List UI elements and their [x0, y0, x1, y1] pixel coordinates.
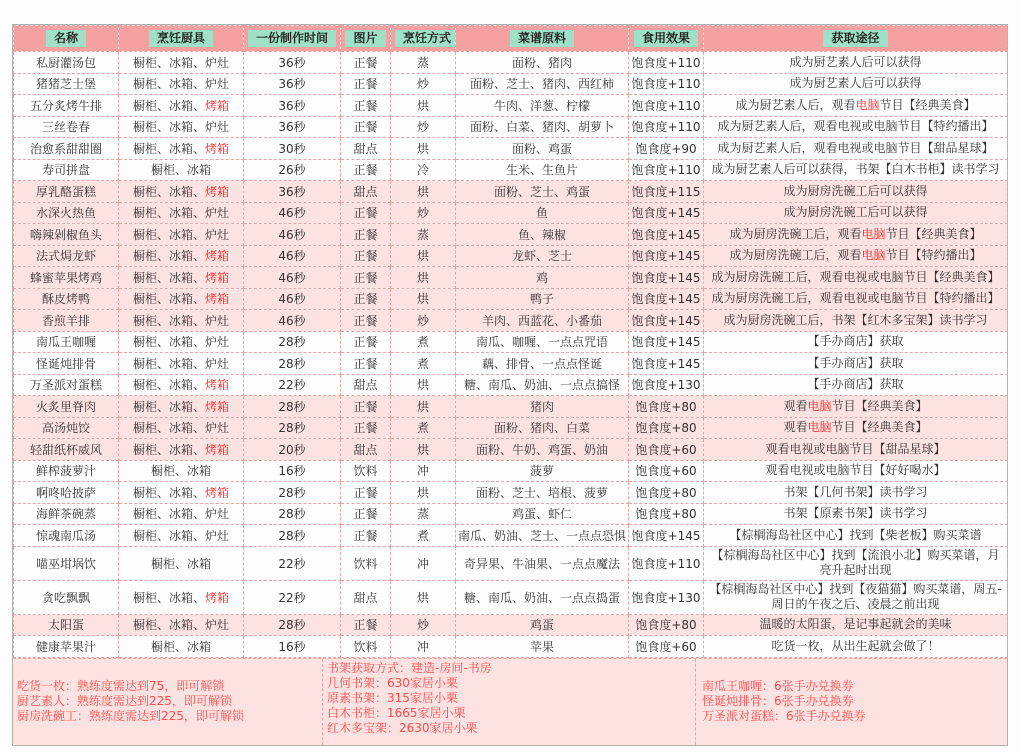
- cook-time-cell: 36秒: [244, 95, 341, 117]
- ingredients-cell: 牛肉、洋葱、柠檬: [456, 95, 629, 117]
- source-cell: 成为厨房洗碗工后，观看电脑节目【经典美食】: [704, 224, 1008, 246]
- cookware-cell: 橱柜、冰箱、烤箱: [119, 181, 244, 203]
- recipe-body: [14, 52, 1008, 658]
- computer-highlight: 电脑: [855, 97, 880, 112]
- cook-time-cell: 46秒: [244, 245, 341, 267]
- ingredients-cell: 鸡蛋: [456, 614, 629, 636]
- cook-time-cell: 26秒: [244, 159, 341, 181]
- header-effect: 食用效果: [629, 26, 704, 52]
- header-name: 名称: [14, 26, 119, 52]
- computer-highlight: 电脑: [807, 398, 832, 413]
- recipe-table: [13, 25, 1008, 658]
- source-cell: 观看电脑节目【经典美食】: [704, 396, 1008, 418]
- dish-type-cell: 甜点: [341, 580, 391, 614]
- source-cell: 【棕榈海岛社区中心】找到【夜猫猫】购买菜谱，周五-周日的午夜之后、凌晨之前出现: [704, 580, 1008, 614]
- ingredients-cell: 猪肉: [456, 396, 629, 418]
- recipe-name-cell: 猪猪芝士堡: [14, 73, 119, 95]
- cook-method-cell: 烘: [391, 245, 456, 267]
- table-row: [14, 439, 1008, 461]
- computer-highlight: 电脑: [861, 248, 886, 263]
- coupon-note: 南瓜王咖喱：6张手办兑换券: [702, 679, 854, 693]
- source-cell: 成为厨房洗碗工后可以获得: [704, 181, 1008, 203]
- table-row: [14, 636, 1008, 658]
- recipe-name-cell: 万圣派对蛋糕: [14, 374, 119, 396]
- ingredients-cell: 鸭子: [456, 288, 629, 310]
- food-effect-cell: 饱食度+110: [629, 52, 704, 74]
- food-effect-cell: 饱食度+145: [629, 267, 704, 289]
- ingredients-cell: 面粉、牛奶、鸡蛋、奶油: [456, 439, 629, 461]
- ingredients-cell: 鱼、辣椒: [456, 224, 629, 246]
- cookware-cell: 橱柜、冰箱、烤箱: [119, 288, 244, 310]
- food-effect-cell: 饱食度+110: [629, 546, 704, 580]
- ingredients-cell: 面粉、白菜、猪肉、胡萝卜: [456, 116, 629, 138]
- cook-method-cell: 炒: [391, 116, 456, 138]
- cook-time-cell: 16秒: [244, 636, 341, 658]
- recipe-name-cell: 私厨灌汤包: [14, 52, 119, 74]
- recipe-sheet: [12, 24, 1008, 746]
- ingredients-cell: 羊肉、西蓝花、小番茄: [456, 310, 629, 332]
- food-effect-cell: 饱食度+60: [629, 636, 704, 658]
- cook-time-cell: 28秒: [244, 396, 341, 418]
- dish-type-cell: 甜点: [341, 138, 391, 160]
- table-row: [14, 245, 1008, 267]
- recipe-name-cell: 轻甜纸杯威风: [14, 439, 119, 461]
- oven-highlight: 烤箱: [205, 442, 230, 457]
- table-row: [14, 159, 1008, 181]
- table-row: [14, 503, 1008, 525]
- cook-time-cell: 28秒: [244, 503, 341, 525]
- oven-highlight: 烤箱: [205, 270, 230, 285]
- food-effect-cell: 饱食度+80: [629, 503, 704, 525]
- cook-time-cell: 28秒: [244, 614, 341, 636]
- dish-type-cell: 正餐: [341, 396, 391, 418]
- food-effect-cell: 饱食度+145: [629, 202, 704, 224]
- header-ingredients: 菜谱原料: [456, 26, 629, 52]
- cook-time-cell: 28秒: [244, 331, 341, 353]
- cook-method-cell: 炒: [391, 614, 456, 636]
- cookware-cell: 橱柜、冰箱、烤箱: [119, 396, 244, 418]
- header-source: 获取途径: [704, 26, 1008, 52]
- ingredients-cell: 藕、排骨、一点点怪诞: [456, 353, 629, 375]
- dish-type-cell: 正餐: [341, 52, 391, 74]
- cook-method-cell: 炒: [391, 310, 456, 332]
- dish-type-cell: 正餐: [341, 116, 391, 138]
- cookware-cell: 橱柜、冰箱: [119, 159, 244, 181]
- table-row: [14, 482, 1008, 504]
- cook-time-cell: 22秒: [244, 374, 341, 396]
- food-effect-cell: 饱食度+80: [629, 614, 704, 636]
- cook-method-cell: 烘: [391, 267, 456, 289]
- cook-time-cell: 36秒: [244, 116, 341, 138]
- cook-time-cell: 20秒: [244, 439, 341, 461]
- cook-time-cell: 36秒: [244, 181, 341, 203]
- food-effect-cell: 饱食度+110: [629, 95, 704, 117]
- dish-type-cell: 甜点: [341, 374, 391, 396]
- bookshelf-note: 红木多宝架：2630家居小栗: [327, 720, 478, 735]
- coupon-note: 怪诞炖排骨：6张手办兑换券: [702, 694, 854, 708]
- cookware-cell: 橱柜、冰箱、炉灶: [119, 116, 244, 138]
- food-effect-cell: 饱食度+145: [629, 525, 704, 547]
- dish-type-cell: 正餐: [341, 159, 391, 181]
- cook-method-cell: 烘: [391, 482, 456, 504]
- source-cell: 【手办商店】获取: [704, 374, 1008, 396]
- source-cell: 【棕榈海岛社区中心】找到【柴老板】购买菜谱: [704, 525, 1008, 547]
- source-cell: 成为厨艺素人后可以获得: [704, 52, 1008, 74]
- cook-method-cell: 烘: [391, 374, 456, 396]
- footer-notes: [13, 658, 1007, 745]
- cook-time-cell: 30秒: [244, 138, 341, 160]
- cookware-cell: 橱柜、冰箱、烤箱: [119, 138, 244, 160]
- ingredients-cell: 面粉、鸡蛋: [456, 138, 629, 160]
- dish-type-cell: 正餐: [341, 95, 391, 117]
- table-row: [14, 374, 1008, 396]
- table-row: [14, 288, 1008, 310]
- dish-type-cell: 正餐: [341, 331, 391, 353]
- source-cell: 成为厨房洗碗工后，书架【红木多宝架】读书学习: [704, 310, 1008, 332]
- recipe-name-cell: 蜂蜜苹果烤鸡: [14, 267, 119, 289]
- source-cell: 成为厨艺素人后，观看电脑节目【经典美食】: [704, 95, 1008, 117]
- dish-type-cell: 正餐: [341, 482, 391, 504]
- level-note: 吃货一枚：熟练度需达到75，即可解锁: [17, 679, 225, 693]
- cook-method-cell: 冲: [391, 546, 456, 580]
- cookware-cell: 橱柜、冰箱、烤箱: [119, 439, 244, 461]
- cook-method-cell: 煮: [391, 417, 456, 439]
- food-effect-cell: 饱食度+60: [629, 460, 704, 482]
- cookware-cell: 橱柜、冰箱、炉灶: [119, 202, 244, 224]
- dish-type-cell: 甜点: [341, 439, 391, 461]
- recipe-name-cell: 三丝卷春: [14, 116, 119, 138]
- dish-type-cell: 饮料: [341, 636, 391, 658]
- ingredients-cell: 南瓜、咖喱、一点点咒语: [456, 331, 629, 353]
- source-cell: 成为厨房洗碗工后，观看电视或电脑节目【特约播出】: [704, 288, 1008, 310]
- source-cell: 吃货一枚，从出生起就会做了！: [704, 636, 1008, 658]
- table-row: [14, 353, 1008, 375]
- table-row: [14, 396, 1008, 418]
- recipe-name-cell: 寿司拼盘: [14, 159, 119, 181]
- recipe-name-cell: 惊魂南瓜汤: [14, 525, 119, 547]
- oven-highlight: 烤箱: [205, 590, 230, 605]
- cook-method-cell: 烘: [391, 288, 456, 310]
- bookshelf-note: 书架获取方式：建造-房间-书房: [327, 660, 492, 675]
- dish-type-cell: 正餐: [341, 202, 391, 224]
- oven-highlight: 烤箱: [205, 292, 230, 307]
- table-row: [14, 614, 1008, 636]
- ingredients-cell: 面粉、猪肉: [456, 52, 629, 74]
- dish-type-cell: 饮料: [341, 460, 391, 482]
- header-image: 图片: [341, 26, 391, 52]
- food-effect-cell: 饱食度+130: [629, 580, 704, 614]
- table-row: [14, 95, 1008, 117]
- ingredients-cell: 生米、生鱼片: [456, 159, 629, 181]
- ingredients-cell: 面粉、猪肉、白菜: [456, 417, 629, 439]
- oven-highlight: 烤箱: [205, 485, 230, 500]
- recipe-name-cell: 南瓜王咖喱: [14, 331, 119, 353]
- cook-method-cell: 煮: [391, 353, 456, 375]
- cookware-cell: 橱柜、冰箱、炉灶: [119, 52, 244, 74]
- recipe-name-cell: 海鲜茶碗蒸: [14, 503, 119, 525]
- cook-time-cell: 28秒: [244, 417, 341, 439]
- cookware-cell: 橱柜、冰箱、炉灶: [119, 417, 244, 439]
- food-effect-cell: 饱食度+110: [629, 159, 704, 181]
- cookware-cell: 橱柜、冰箱、炉灶: [119, 614, 244, 636]
- table-row: [14, 580, 1008, 614]
- recipe-name-cell: 鲜榨菠萝汁: [14, 460, 119, 482]
- source-cell: 成为厨艺素人后，观看电视或电脑节目【特约播出】: [704, 116, 1008, 138]
- unlock-levels: [13, 659, 323, 745]
- cook-method-cell: 烘: [391, 138, 456, 160]
- recipe-name-cell: 香煎羊排: [14, 310, 119, 332]
- cook-method-cell: 蒸: [391, 503, 456, 525]
- oven-highlight: 烤箱: [205, 141, 230, 156]
- cook-time-cell: 46秒: [244, 288, 341, 310]
- recipe-name-cell: 怪诞炖排骨: [14, 353, 119, 375]
- source-cell: 成为厨艺素人后可以获得: [704, 73, 1008, 95]
- cookware-cell: 橱柜、冰箱、炉灶: [119, 503, 244, 525]
- cook-time-cell: 46秒: [244, 267, 341, 289]
- cookware-cell: 橱柜、冰箱、炉灶: [119, 224, 244, 246]
- table-row: [14, 52, 1008, 74]
- ingredients-cell: 奇异果、牛油果、一点点魔法: [456, 546, 629, 580]
- food-effect-cell: 饱食度+80: [629, 417, 704, 439]
- dish-type-cell: 正餐: [341, 245, 391, 267]
- cook-method-cell: 煮: [391, 525, 456, 547]
- table-row: [14, 417, 1008, 439]
- source-cell: 观看电脑节目【经典美食】: [704, 417, 1008, 439]
- cookware-cell: 橱柜、冰箱、烤箱: [119, 245, 244, 267]
- source-cell: 成为厨房洗碗工后可以获得: [704, 202, 1008, 224]
- cook-method-cell: 蒸: [391, 52, 456, 74]
- cook-method-cell: 蒸: [391, 224, 456, 246]
- table-row: [14, 525, 1008, 547]
- table-row: [14, 73, 1008, 95]
- dish-type-cell: 正餐: [341, 353, 391, 375]
- recipe-name-cell: 太阳蛋: [14, 614, 119, 636]
- table-row: [14, 116, 1008, 138]
- cook-method-cell: 烘: [391, 95, 456, 117]
- food-effect-cell: 饱食度+110: [629, 73, 704, 95]
- cookware-cell: 橱柜、冰箱、炉灶: [119, 331, 244, 353]
- cookware-cell: 橱柜、冰箱、烤箱: [119, 482, 244, 504]
- table-row: [14, 310, 1008, 332]
- food-effect-cell: 饱食度+115: [629, 181, 704, 203]
- table-row: [14, 460, 1008, 482]
- ingredients-cell: 糖、南瓜、奶油、一点点捣蛋: [456, 580, 629, 614]
- recipe-name-cell: 高汤炖饺: [14, 417, 119, 439]
- source-cell: 温暖的太阳蛋，是记事起就会的美味: [704, 614, 1008, 636]
- cook-method-cell: 炒: [391, 73, 456, 95]
- cookware-cell: 橱柜、冰箱、烤箱: [119, 267, 244, 289]
- source-cell: 成为厨艺素人后可以获得，书架【白木书柜】读书学习: [704, 159, 1008, 181]
- cook-time-cell: 22秒: [244, 546, 341, 580]
- ingredients-cell: 鸡蛋、虾仁: [456, 503, 629, 525]
- header-row: [14, 26, 1008, 52]
- table-row: [14, 138, 1008, 160]
- header-time: 一份制作时间: [244, 26, 341, 52]
- cookware-cell: 橱柜、冰箱、烤箱: [119, 580, 244, 614]
- cook-time-cell: 36秒: [244, 52, 341, 74]
- food-effect-cell: 饱食度+145: [629, 310, 704, 332]
- recipe-name-cell: 五分炙烤牛排: [14, 95, 119, 117]
- recipe-name-cell: 法式焗龙虾: [14, 245, 119, 267]
- cook-time-cell: 28秒: [244, 482, 341, 504]
- cook-time-cell: 16秒: [244, 460, 341, 482]
- ingredients-cell: 糖、南瓜、奶油、一点点搞怪: [456, 374, 629, 396]
- ingredients-cell: 面粉、芝士、培根、菠萝: [456, 482, 629, 504]
- recipe-name-cell: 火炙里脊肉: [14, 396, 119, 418]
- food-effect-cell: 饱食度+80: [629, 396, 704, 418]
- food-effect-cell: 饱食度+90: [629, 138, 704, 160]
- oven-highlight: 烤箱: [205, 378, 230, 393]
- recipe-name-cell: 水深火热鱼: [14, 202, 119, 224]
- food-effect-cell: 饱食度+80: [629, 482, 704, 504]
- cook-time-cell: 36秒: [244, 73, 341, 95]
- dish-type-cell: 正餐: [341, 614, 391, 636]
- level-note: 厨房洗碗工：熟练度需达到225，即可解锁: [17, 709, 244, 723]
- ingredients-cell: 面粉、芝士、猪肉、西红柿: [456, 73, 629, 95]
- cook-method-cell: 烘: [391, 439, 456, 461]
- source-cell: 成为厨房洗碗工后，观看电视或电脑节目【经典美食】: [704, 267, 1008, 289]
- dish-type-cell: 正餐: [341, 267, 391, 289]
- cookware-cell: 橱柜、冰箱、炉灶: [119, 310, 244, 332]
- food-effect-cell: 饱食度+145: [629, 288, 704, 310]
- food-effect-cell: 饱食度+130: [629, 374, 704, 396]
- cook-method-cell: 冲: [391, 636, 456, 658]
- food-effect-cell: 饱食度+145: [629, 331, 704, 353]
- source-cell: 观看电视或电脑节目【好好喝水】: [704, 460, 1008, 482]
- bookshelf-note: 原素书架：315家居小栗: [327, 690, 458, 705]
- oven-highlight: 烤箱: [205, 184, 230, 199]
- level-note: 厨艺素人：熟练度需达到225，即可解锁: [17, 694, 232, 708]
- header-tools: 烹饪厨具: [119, 26, 244, 52]
- table-row: [14, 202, 1008, 224]
- ingredients-cell: 龙虾、芝士: [456, 245, 629, 267]
- table-row: [14, 546, 1008, 580]
- source-cell: 【棕榈海岛社区中心】找到【流浪小北】购买菜谱，月亮升起时出现: [704, 546, 1008, 580]
- cook-time-cell: 46秒: [244, 224, 341, 246]
- cookware-cell: 橱柜、冰箱、烤箱: [119, 374, 244, 396]
- recipe-name-cell: 厚乳酪蛋糕: [14, 181, 119, 203]
- food-effect-cell: 饱食度+60: [629, 439, 704, 461]
- cookware-cell: 橱柜、冰箱: [119, 636, 244, 658]
- table-row: [14, 331, 1008, 353]
- header-method: 烹饪方式: [391, 26, 456, 52]
- cookware-cell: 橱柜、冰箱: [119, 460, 244, 482]
- ingredients-cell: 面粉、芝士、鸡蛋: [456, 181, 629, 203]
- bookshelf-note: 白木书柜：1665家居小栗: [327, 705, 466, 720]
- dish-type-cell: 甜点: [341, 181, 391, 203]
- source-cell: 观看电视或电脑节目【甜品星球】: [704, 439, 1008, 461]
- cook-method-cell: 烘: [391, 181, 456, 203]
- recipe-name-cell: 贪吃飘飘: [14, 580, 119, 614]
- cook-method-cell: 冷: [391, 159, 456, 181]
- computer-highlight: 电脑: [861, 226, 886, 241]
- source-cell: 成为厨艺素人后，观看电视或电脑节目【甜品星球】: [704, 138, 1008, 160]
- dish-type-cell: 正餐: [341, 288, 391, 310]
- recipe-name-cell: 喵巫坩埚饮: [14, 546, 119, 580]
- dish-type-cell: 正餐: [341, 310, 391, 332]
- source-cell: 【手办商店】获取: [704, 331, 1008, 353]
- cook-method-cell: 炒: [391, 202, 456, 224]
- cook-time-cell: 46秒: [244, 310, 341, 332]
- cook-method-cell: 煮: [391, 331, 456, 353]
- cookware-cell: 橱柜、冰箱、烤箱: [119, 95, 244, 117]
- recipe-name-cell: 健康苹果汁: [14, 636, 119, 658]
- cookware-cell: 橱柜、冰箱、炉灶: [119, 73, 244, 95]
- recipe-name-cell: 酥皮烤鸭: [14, 288, 119, 310]
- bookshelf-costs: [323, 659, 696, 745]
- dish-type-cell: 正餐: [341, 73, 391, 95]
- oven-highlight: 烤箱: [205, 399, 230, 414]
- cook-method-cell: 冲: [391, 460, 456, 482]
- recipe-name-cell: 治愈系甜甜圈: [14, 138, 119, 160]
- computer-highlight: 电脑: [807, 420, 832, 435]
- ingredients-cell: 鱼: [456, 202, 629, 224]
- cook-time-cell: 28秒: [244, 525, 341, 547]
- cookware-cell: 橱柜、冰箱: [119, 546, 244, 580]
- food-effect-cell: 饱食度+145: [629, 224, 704, 246]
- dish-type-cell: 正餐: [341, 525, 391, 547]
- recipe-name-cell: 嗨辣剁椒鱼头: [14, 224, 119, 246]
- cookware-cell: 橱柜、冰箱、炉灶: [119, 353, 244, 375]
- table-row: [14, 267, 1008, 289]
- source-cell: 【手办商店】获取: [704, 353, 1008, 375]
- food-effect-cell: 饱食度+110: [629, 116, 704, 138]
- bookshelf-note: 几何书架：630家居小栗: [327, 675, 458, 690]
- source-cell: 书架【原素书架】读书学习: [704, 503, 1008, 525]
- source-cell: 书架【几何书架】读书学习: [704, 482, 1008, 504]
- oven-highlight: 烤箱: [205, 249, 230, 264]
- table-row: [14, 181, 1008, 203]
- cookware-cell: 橱柜、冰箱、炉灶: [119, 525, 244, 547]
- dish-type-cell: 正餐: [341, 417, 391, 439]
- cook-method-cell: 烘: [391, 580, 456, 614]
- dish-type-cell: 正餐: [341, 503, 391, 525]
- dish-type-cell: 饮料: [341, 546, 391, 580]
- ingredients-cell: 苹果: [456, 636, 629, 658]
- source-cell: 成为厨房洗碗工后，观看电脑节目【特约播出】: [704, 245, 1008, 267]
- ingredients-cell: 南瓜、奶油、芝士、一点点恐惧: [456, 525, 629, 547]
- cook-time-cell: 46秒: [244, 202, 341, 224]
- cook-time-cell: 22秒: [244, 580, 341, 614]
- ingredients-cell: 菠萝: [456, 460, 629, 482]
- oven-highlight: 烤箱: [205, 98, 230, 113]
- table-row: [14, 224, 1008, 246]
- food-effect-cell: 饱食度+145: [629, 245, 704, 267]
- coupon-costs: [696, 659, 1007, 745]
- cook-time-cell: 28秒: [244, 353, 341, 375]
- ingredients-cell: 鸡: [456, 267, 629, 289]
- food-effect-cell: 饱食度+145: [629, 353, 704, 375]
- recipe-name-cell: 啊咚哈披萨: [14, 482, 119, 504]
- cook-method-cell: 烘: [391, 396, 456, 418]
- coupon-note: 万圣派对蛋糕：6张手办兑换券: [702, 709, 866, 723]
- dish-type-cell: 正餐: [341, 224, 391, 246]
